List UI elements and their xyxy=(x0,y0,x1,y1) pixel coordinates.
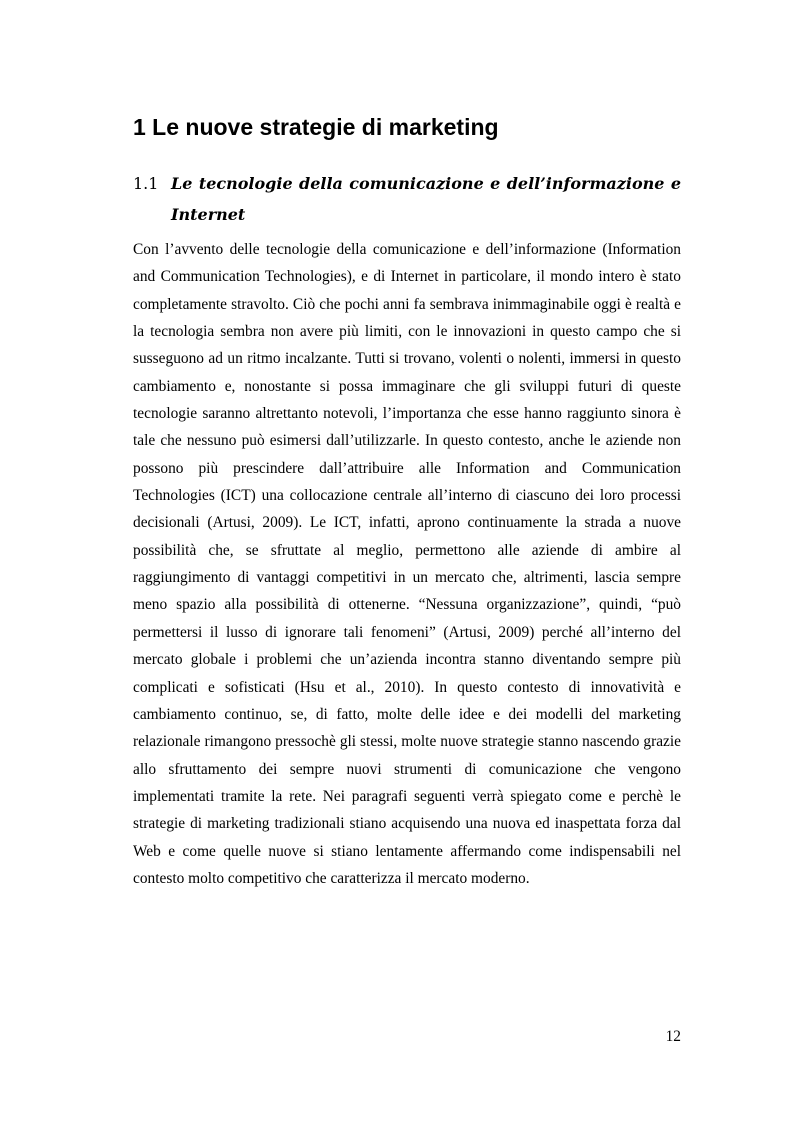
chapter-title: 1 Le nuove strategie di marketing xyxy=(133,114,499,140)
section-heading xyxy=(133,168,681,230)
section-title: Le tecnologie della comunicazione e dell’informazione e Internet xyxy=(171,174,681,224)
section-number: 1.1 xyxy=(133,174,159,193)
body-paragraph: Con l’avvento delle tecnologie della comunicazione e dell’informazione (Information and Communication Technologies), e di Internet in particolare, il mondo intero è stato completamente stravolto. Ciò che pochi anni fa sembrava inimmaginabile oggi è realtà e la tecnologia sembra non avere più limiti, con le innovazioni in questo campo che si susseguono ad un ritmo incalzante. Tutti si trovano, volenti o nolenti, immersi in questo cambiamento e, nonostante si possa immaginare che gli sviluppi futuri di queste tecnologie saranno altrettanto notevoli, l’importanza che esse hanno raggiunto sinora è tale che nessuno può esimersi dall’utilizzarle. In questo contesto, anche le aziende non possono più prescindere dall’attribuire alle Information and Communication Technologies (ICT) una collocazione centrale all’interno di ciascuno dei loro processi decisionali (Artusi, 2009). Le ICT, infatti, aprono continuamente la strada a nuove possibilità che, se sfruttate al meglio, permettono alle aziende di ambire al raggiungimento di vantaggi competitivi in un mercato che, altrimenti, lascia sempre meno spazio alla possibilità di ottenerne. “Nessuna organizzazione”, quindi, “può permettersi il lusso di ignorare tali fenomeni” (Artusi, 2009) perché all’interno del mercato globale i problemi che un’azienda incontra stanno diventando sempre più complicati e sofisticati (Hsu et al., 2010). In questo contesto di innovatività e cambiamento continuo, se, di fatto, molte delle idee e dei modelli del marketing relazionale rimangono pressochè gli stessi, molte nuove strategie stanno nascendo grazie allo sfruttamento dei sempre nuovi strumenti di comunicazione che vengono implementati tramite la rete. Nei paragrafi seguenti verrà spiegato come e perchè le strategie di marketing tradizionali stiano acquisendo una nuova ed inaspettata forza dal Web e come quelle nuove si stiano lentamente affermando come indispensabili nel contesto molto competitivo che caratterizza il mercato moderno. xyxy=(133,241,681,887)
page-number: 12 xyxy=(665,1028,681,1045)
